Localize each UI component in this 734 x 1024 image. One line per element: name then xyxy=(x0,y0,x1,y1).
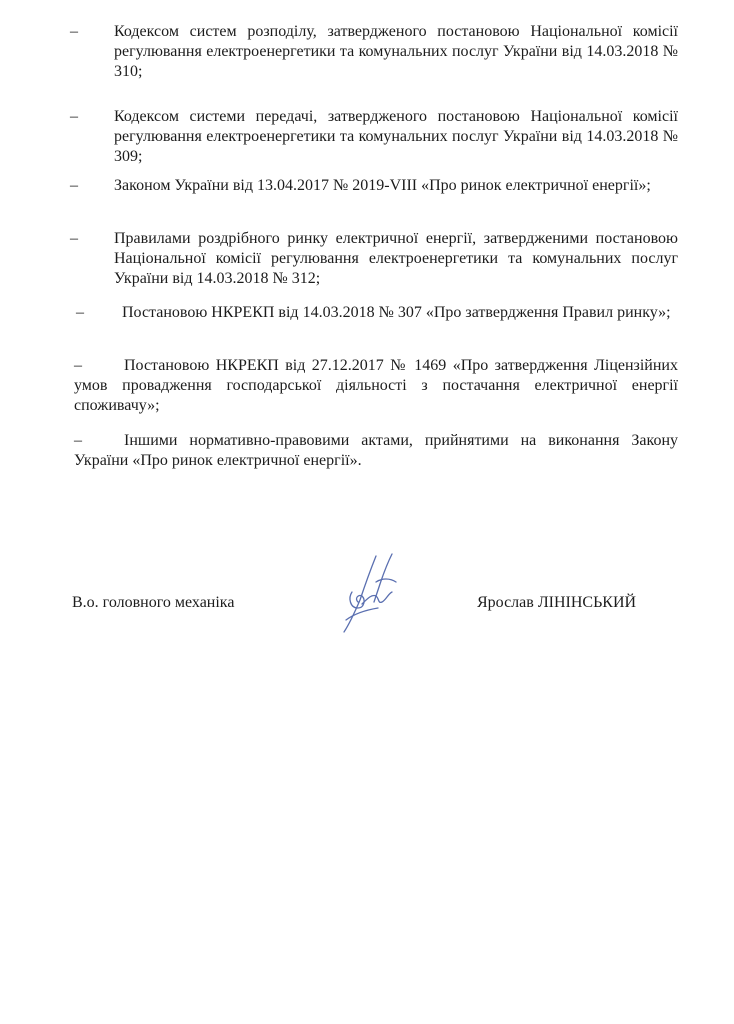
clause-text: Кодексом систем розподілу, затвердженого постановою Національної комісії регулювання електроенергетики та комунальних послуг України від 14.03.2018 № 310; xyxy=(114,23,678,80)
clause-text: Правилами роздрібного ринку електричної енергії, затвердженими постановою Національної комісії регулювання електроенергетики та комунальних послуг України від 14.03.2018 № 312; xyxy=(114,230,678,287)
clause-transmission-code xyxy=(70,107,678,167)
signatory-title: В.о. головного механіка xyxy=(72,594,235,611)
clause-licensing-conditions xyxy=(74,356,678,416)
signatory-name: Ярослав ЛІНІНСЬКИЙ xyxy=(477,594,637,611)
clause-market-rules-resolution xyxy=(76,303,702,323)
list-dash: – xyxy=(70,230,78,247)
clause-text: Іншими нормативно-правовими актами, прийнятими на виконання Закону України «Про ринок електричної енергії». xyxy=(74,432,678,469)
list-dash: – xyxy=(70,177,78,194)
list-dash: – xyxy=(70,23,78,40)
handwritten-signature xyxy=(332,552,412,636)
clause-other-acts xyxy=(74,431,678,471)
list-dash: – xyxy=(74,432,82,449)
clause-text: Постановою НКРЕКП від 27.12.2017 № 1469 «Про затвердження Ліцензійних умов провадження господарської діяльності з постачання електричної енергії споживачу»; xyxy=(74,357,678,414)
list-dash: – xyxy=(70,108,78,125)
clause-text: Постановою НКРЕКП від 14.03.2018 № 307 «Про затвердження Правил ринку»; xyxy=(122,304,671,321)
clause-text: Законом України від 13.04.2017 № 2019-VIII «Про ринок електричної енергії»; xyxy=(114,177,651,194)
clause-retail-market-rules xyxy=(70,229,678,289)
list-dash: – xyxy=(76,304,84,321)
clause-electricity-market-law xyxy=(70,176,678,196)
clause-distribution-code xyxy=(70,22,678,82)
list-dash: – xyxy=(74,357,82,374)
clause-text: Кодексом системи передачі, затвердженого постановою Національної комісії регулювання електроенергетики та комунальних послуг України від 14.03.2018 № 309; xyxy=(114,108,678,165)
